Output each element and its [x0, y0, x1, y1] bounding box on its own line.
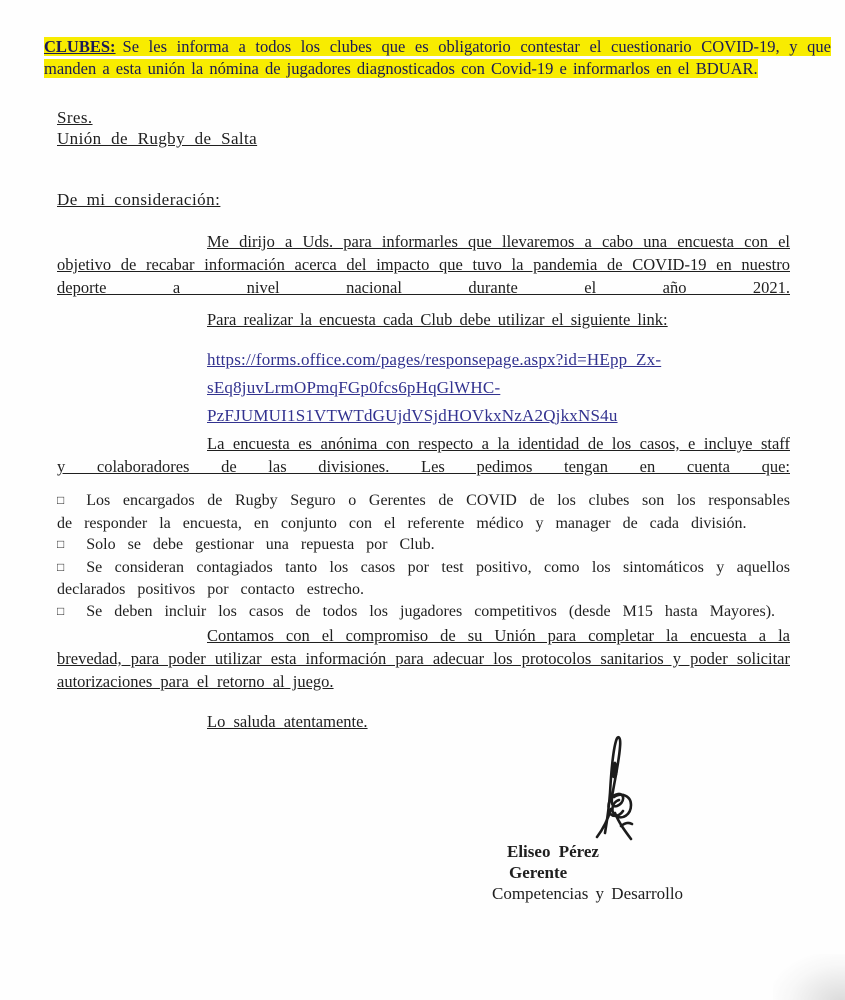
list-item: [57, 534, 790, 557]
checkbox-bullet-icon: □: [57, 493, 65, 507]
survey-link-line-2: sEq8juvLrmOPmqFGp0fcs6pHqGlWHC-: [207, 378, 501, 397]
link-intro-line: Para realizar la encuesta cada Club debe utilizar el siguiente link:: [207, 310, 668, 329]
list-item: [57, 490, 790, 534]
checkbox-bullet-icon: □: [57, 603, 65, 618]
commitment-paragraph: Contamos con el compromiso de su Unión para completar la encuesta a la brevedad, para poder utilizar esta información para adecuar los protocolos sanitarios y poder solicitar autorizaciones para el retorno al juego.: [57, 626, 790, 691]
recipient-salutation: Sres.: [57, 108, 93, 127]
survey-link-line-1: https://forms.office.com/pages/responsepage.aspx?id=HEpp_Zx-: [207, 350, 662, 369]
anonymous-paragraph: La encuesta es anónima con respecto a la identidad de los casos, e incluye staff y colaboradores de las divisiones. Les pedimos tengan en cuenta que:: [57, 434, 790, 476]
signer-title: Gerente: [509, 863, 568, 882]
checkbox-bullet-icon: □: [57, 559, 65, 574]
notice-label: CLUBES:: [44, 37, 123, 56]
checkbox-bullet-icon: □: [57, 537, 65, 551]
highlighted-notice: [44, 36, 831, 80]
list-item: [57, 557, 790, 601]
signer-department: Competencias y Desarrollo: [492, 884, 684, 903]
notice-text: Se les informa a todos los clubes que es obligatorio contestar el cuestionario COVID-19, y que manden a esta unión la nómina de jugadores diagnosticados con Covid-19 e informarlos en el BDUAR.: [44, 37, 831, 78]
intro-paragraph: Me dirijo a Uds. para informarles que llevaremos a cabo una encuesta con el objetivo de recabar información acerca del impacto que tuvo la pandemia de COVID-19 en nuestro deporte a nivel nacional durante el año 2021.: [57, 232, 790, 297]
recipient-organization: Unión de Rugby de Salta: [57, 129, 258, 148]
letter-salutation: De mi consideración:: [57, 190, 221, 209]
conditions-list: [57, 490, 790, 623]
survey-link-line-3: PzFJUMUI1S1VTWTdGUjdVSjdHOVkxNzA2QjkxNS4u: [207, 406, 618, 425]
scan-smudge: [773, 954, 845, 1000]
list-item-text: Solo se debe gestionar una repuesta por Club.: [86, 536, 435, 553]
list-item-text: Se consideran contagiados tanto los casos por test positivo, como los sintomáticos y aquellos declarados positivos por contacto estrecho.: [57, 558, 790, 598]
list-item: [57, 601, 790, 624]
recipient-block: [57, 107, 790, 149]
list-item-text: Se deben incluir los casos de todos los jugadores competitivos (desde M15 hasta Mayores).: [86, 602, 776, 620]
signature-block: [492, 735, 710, 904]
list-item-text: Los encargados de Rugby Seguro o Gerentes de COVID de los clubes son los responsables de responder la encuesta, en conjunto con el referente médico y manager de cada división.: [57, 492, 790, 532]
closing-line: Lo saluda atentamente.: [207, 712, 368, 731]
handwritten-signature: [584, 735, 638, 841]
signer-name: Eliseo Pérez: [507, 842, 599, 861]
survey-link[interactable]: [207, 346, 790, 430]
